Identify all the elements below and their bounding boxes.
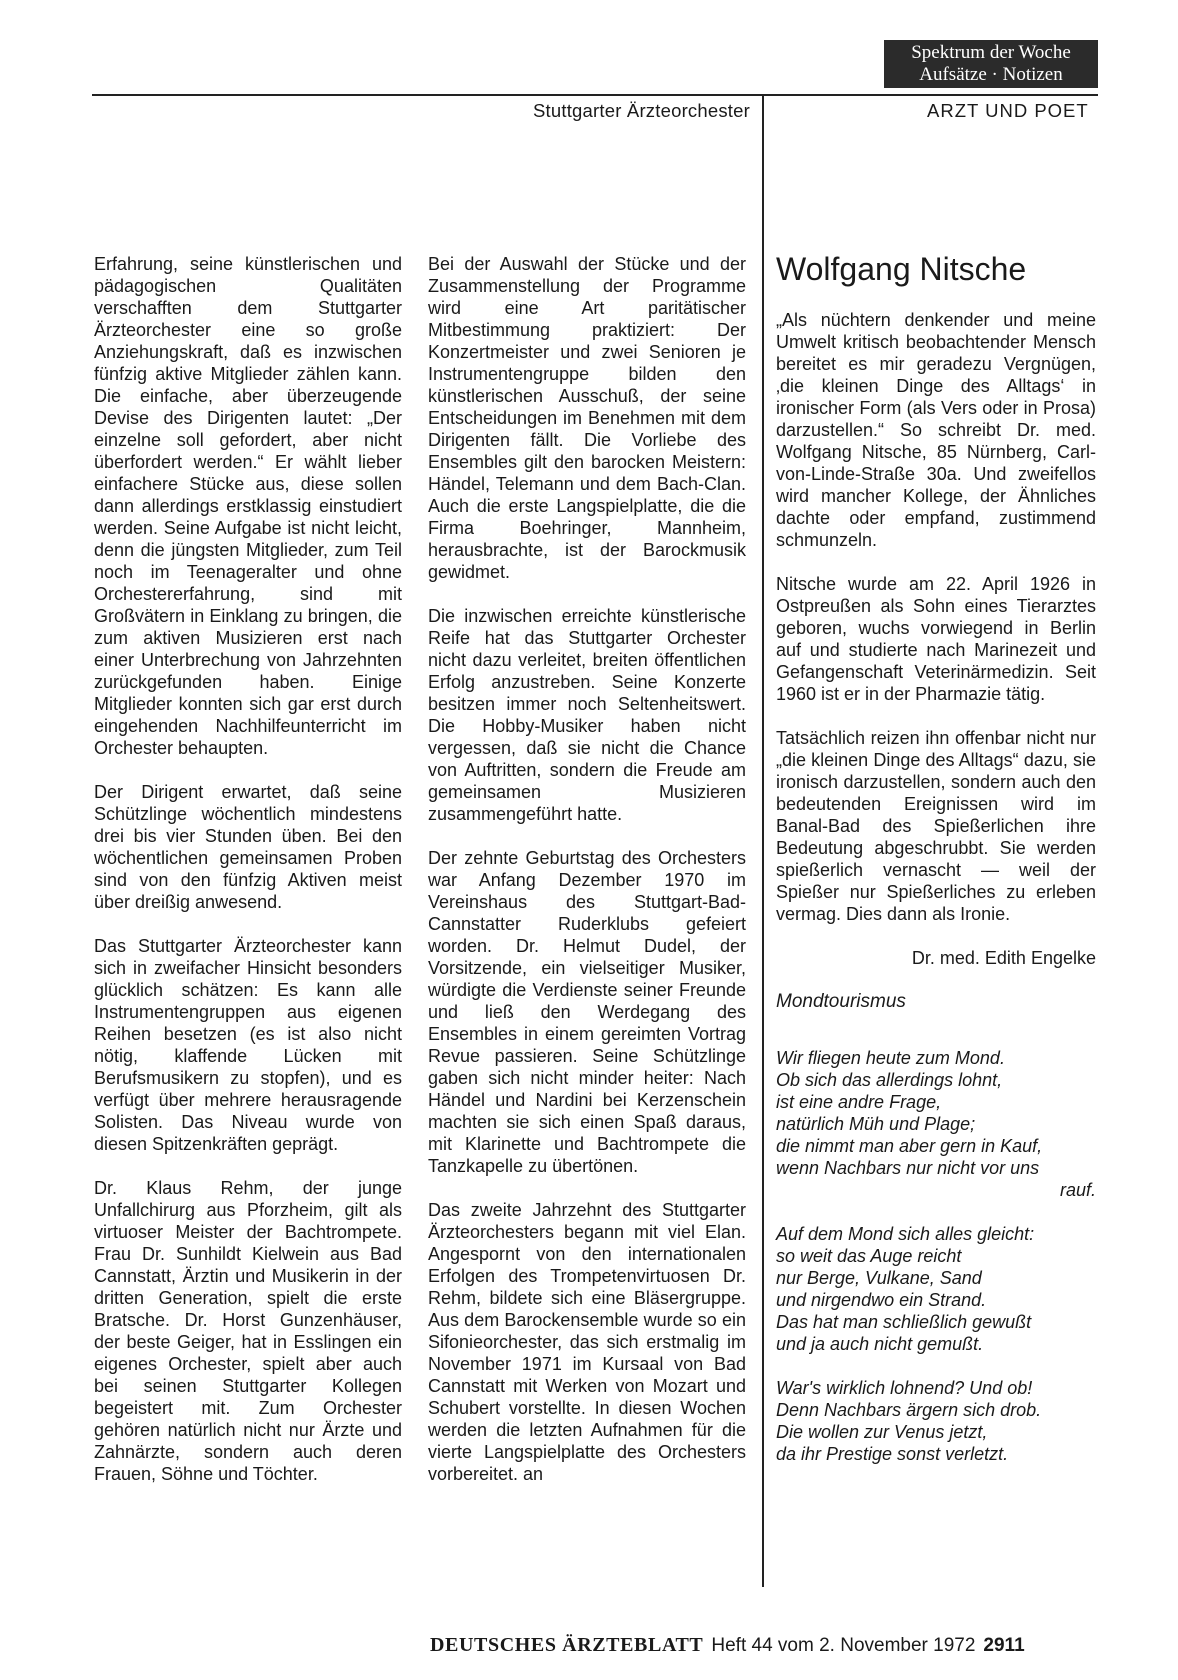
- poem-line: da ihr Prestige sonst verletzt.: [776, 1444, 1009, 1464]
- journal-name: DEUTSCHES ÄRZTEBLATT: [430, 1634, 704, 1656]
- section-label-line-1: Spektrum der Woche: [911, 42, 1071, 63]
- page-footer: [430, 1634, 1098, 1657]
- poem-line: Die wollen zur Venus jetzt,: [776, 1422, 988, 1442]
- poem-stanza-1: [776, 1047, 1096, 1201]
- poem-line: Denn Nachbars ärgern sich drob.: [776, 1400, 1042, 1420]
- article-title: Wolfgang Nitsche: [776, 251, 1027, 287]
- poem-line: Auf dem Mond sich alles gleicht:: [776, 1224, 1035, 1244]
- section-label-line-2: Aufsätze · Notizen: [919, 64, 1063, 85]
- paragraph: Dr. Klaus Rehm, der junge Unfallchirurg aus Pforzheim, gilt als virtuoser Meister der Bachtrompete. Frau Dr. Sunhildt Kielwein aus Bad Cannstatt, Ärztin und Musikerin in der dritten Generation, spielt die erste Bratsche. Dr. Horst Gunzenhäuser, der beste Geiger, hat in Esslingen ein eigenes Orchester, spielt aber auch bei seinen Stuttgarter Kollegen begeistert mit. Zum Orchester gehören natürlich nicht nur Ärzte und Zahnärzte, sondern auch deren Frauen, Söhne und Töchter.: [94, 1178, 402, 1484]
- paragraph: Das Stuttgarter Ärzteorchester kann sich in zweifacher Hinsicht besonders glücklich schätzen: Es kann alle Instrumentengruppen aus eigenen Reihen besetzen (es ist also nicht nötig, klaffende Lücken mit Berufsmusikern zu stopfen), und es verfügt über mehrere herausragende Solisten. Das Niveau wurde von diesen Spitzenkräften geprägt.: [94, 936, 402, 1154]
- article-column-3: [776, 253, 1096, 1487]
- running-head-right: ARZT UND POET: [927, 100, 1089, 121]
- author-signature: Dr. med. Edith Engelke: [911, 948, 1096, 968]
- paragraph: Nitsche wurde am 22. April 1926 in Ostpreußen als Sohn eines Tierarztes geboren, wuchs vorwiegend in Berlin auf und studierte nach Marinezeit und Gefangenschaft Veterinärmedizin. Seit 1960 ist er in der Pharmazie tätig.: [776, 574, 1096, 704]
- poem-line: die nimmt man aber gern in Kauf,: [776, 1136, 1043, 1156]
- paragraph: Der zehnte Geburtstag des Orchesters war Anfang Dezember 1970 im Vereinshaus des Stuttgart-Bad-Cannstatter Ruderklubs gefeiert worden. Dr. Helmut Dudel, der Vorsitzende, ein vielseitiger Musiker, würdigte die Verdienste seiner Freunde und ließ den Werdegang des Ensembles in einem gereimten Vortrag Revue passieren. Seine Schützlinge gaben sich nicht minder heiter: Nach Händel und Nardini bei Kerzenschein machten sie sich einen Spaß daraus, mit Klarinette und Bachtrompete die Tanzkapelle zu übertönen.: [428, 848, 746, 1176]
- poem-line: Das hat man schließlich gewußt: [776, 1312, 1032, 1332]
- poem-line: und nirgendwo ein Strand.: [776, 1290, 987, 1310]
- poem-line: Ob sich das allerdings lohnt,: [776, 1070, 1003, 1090]
- issue-info: Heft 44 vom 2. November 1972: [711, 1635, 976, 1656]
- paragraph: „Als nüchtern denkender und meine Umwelt kritisch beobachtender Mensch bereitet es mir geradezu Vergnügen, ‚die kleinen Dinge des Alltags‘ in ironischer Form (als Vers oder in Prosa) darzustellen.“ So schreibt Dr. med. Wolfgang Nitsche, 85 Nürnberg, Carl-von-Linde-Straße 30a. Und zweifellos wird mancher Kollege, der Ähnliches dachte oder empfand, zustimmend schmunzeln.: [776, 310, 1096, 550]
- poem-line: natürlich Müh und Plage;: [776, 1114, 976, 1134]
- section-badge: [884, 40, 1098, 88]
- poem-line: War's wirklich lohnend? Und ob!: [776, 1378, 1033, 1398]
- paragraph: Der Dirigent erwartet, daß seine Schützlinge wöchentlich mindestens drei bis vier Stunden üben. Bei den wöchentlichen gemeinsamen Proben sind von den fünfzig Aktiven meist über dreißig anwesend.: [94, 782, 402, 912]
- poem-line: so weit das Auge reicht: [776, 1246, 962, 1266]
- column-divider-rule: [762, 96, 764, 1587]
- poem-line: und ja auch nicht gemußt.: [776, 1334, 984, 1354]
- poem-stanza-2: [776, 1223, 1096, 1355]
- poem-line: rauf.: [1059, 1180, 1096, 1200]
- paragraph: Tatsächlich reizen ihn offenbar nicht nur „die kleinen Dinge des Alltags“ dazu, sie ironisch darzustellen, sondern auch den bedeutenden Ereignissen wird im Banal-Bad des Spießerlichen ihre Bedeutung abgeschrubbt. Sie werden spießerlich vernascht — weil der Spießer nur Spießerliches zu erleben vermag. Dies dann als Ironie.: [776, 728, 1096, 924]
- paragraph: Die inzwischen erreichte künstlerische Reife hat das Stuttgarter Orchester nicht dazu verleitet, breiten öffentlichen Erfolg anzustreben. Seine Konzerte besitzen immer noch Seltenheitswert. Die Hobby-Musiker haben nicht vergessen, daß sie nicht die Chance von Auftritten, sondern die Freude am gemeinsamen Musizieren zusammengeführt hatte.: [428, 606, 746, 824]
- paragraph: Erfahrung, seine künstlerischen und pädagogischen Qualitäten verschafften dem Stuttgarter Ärzteorchester eine so große Anziehungskraft, daß es inzwischen fünfzig aktive Mitglieder zählen kann. Die einfache, aber überzeugende Devise des Dirigenten lautet: „Der einzelne soll gefordert, aber nicht überfordert werden.“ Er wählt lieber einfachere Stücke aus, diese sollen dann allerdings erstklassig einstudiert werden. Seine Aufgabe ist nicht leicht, denn die jüngsten Mitglieder, zum Teil noch im Teenageralter und ohne Orchestererfahrung, sind mit Großvätern in Einklang zu bringen, die zum aktiven Musizieren erst nach einer Unterbrechung von Jahrzehnten zurückgefunden haben. Einige Mitglieder konnten sich gar erst durch eingehenden Nachhilfeunterricht im Orchester behaupten.: [94, 254, 402, 758]
- poem-title: Mondtourismus: [776, 991, 906, 1012]
- top-rule: [92, 94, 1098, 96]
- paragraph: Bei der Auswahl der Stücke und der Zusammenstellung der Programme wird eine Art paritätischer Mitbestimmung praktiziert: Der Konzertmeister und zwei Senioren je Instrumentengruppe bilden den künstlerischen Ausschuß, der seine Entscheidungen im Benehmen mit dem Dirigenten fällt. Die Vorliebe des Ensembles gilt den barocken Meistern: Händel, Telemann und dem Bach-Clan. Auch die erste Langspielplatte, die die Firma Boehringer, Mannheim, herausbrachte, ist der Barockmusik gewidmet.: [428, 254, 746, 582]
- running-head-left: Stuttgarter Ärzteorchester: [532, 100, 750, 121]
- poem-line: nur Berge, Vulkane, Sand: [776, 1268, 982, 1288]
- poem-stanza-3: [776, 1377, 1096, 1465]
- article-column-1: [94, 253, 402, 1507]
- poem-line: wenn Nachbars nur nicht vor uns: [776, 1158, 1040, 1178]
- article-column-2: [428, 253, 746, 1507]
- poem-line: ist eine andre Frage,: [776, 1092, 942, 1112]
- poem-line: Wir fliegen heute zum Mond.: [776, 1048, 1005, 1068]
- page-number: 2911: [983, 1635, 1025, 1656]
- paragraph: Das zweite Jahrzehnt des Stuttgarter Ärzteorchesters begann mit viel Elan. Angespornt von den internationalen Erfolgen des Trompetenvirtuosen Dr. Rehm, bildete sich eine Bläsergruppe. Aus dem Barockensemble wurde so ein Sifonieorchester, das sich erstmalig im November 1971 im Kursaal von Bad Cannstatt mit Werken von Mozart und Schubert vorstellte. In diesen Wochen werden die letzten Aufnahmen für die vierte Langspielplatte des Orchesters vorbereitet. an: [428, 1200, 746, 1484]
